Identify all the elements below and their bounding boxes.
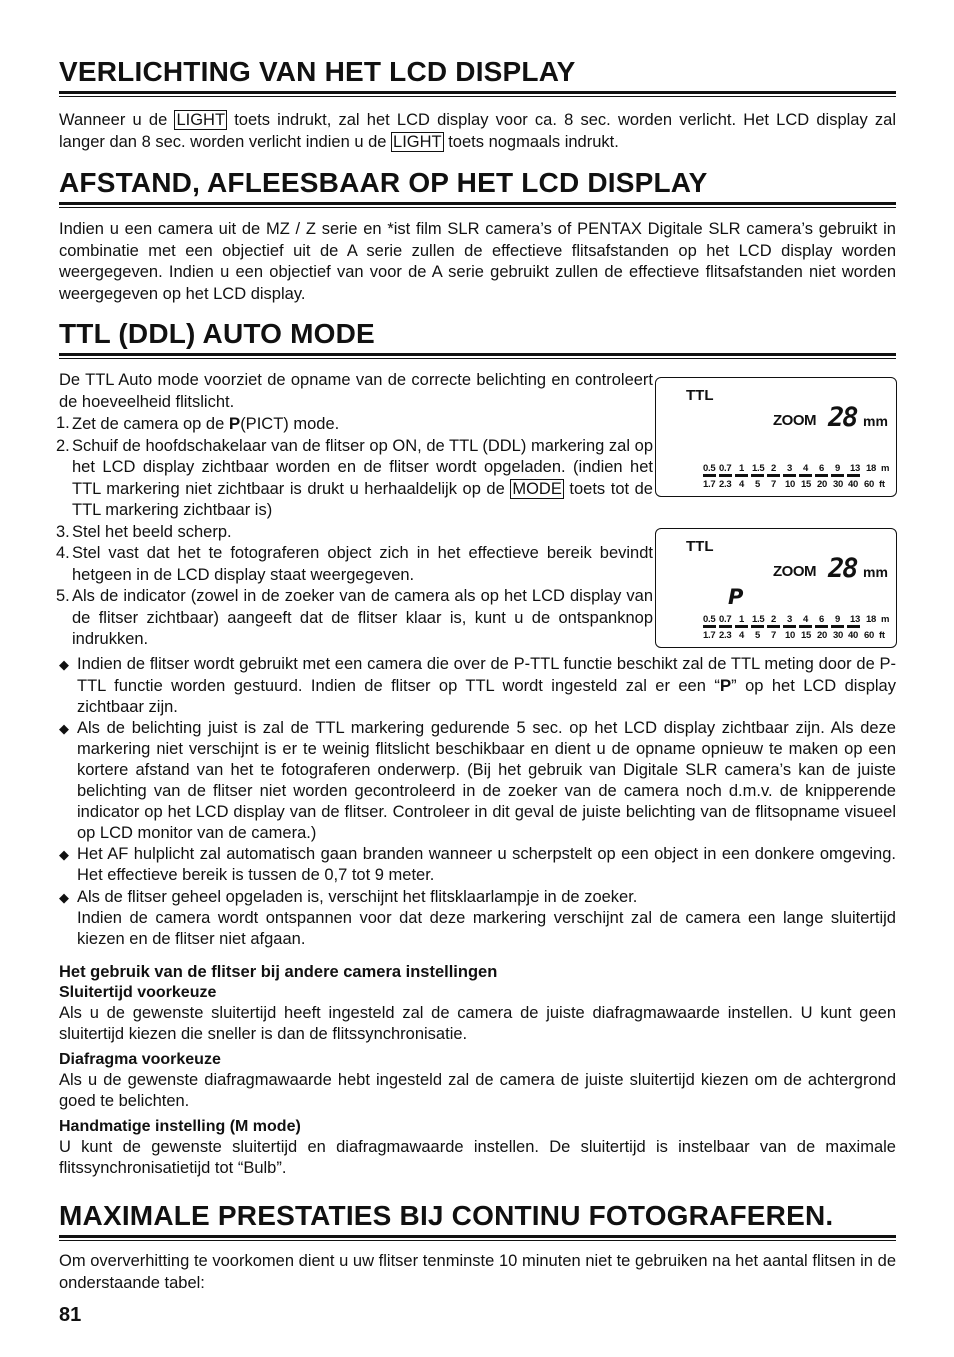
step-number: 2. — [56, 436, 70, 455]
ttl-indicator: TTL — [686, 538, 714, 555]
text: Als de indicator (zowel in de zoeker van de camera als op het LCD display van de flitser zichtbaar) aangeeft dat de flitser klaar is, kunt u de ontspanknop indrukken. — [72, 587, 653, 648]
meter-tick-label: 13 — [850, 463, 860, 474]
range-bar-segment — [719, 474, 732, 477]
meter-tick-label: 4 — [803, 463, 808, 474]
feet-tick-label: 4 — [739, 479, 744, 490]
meter-tick-label: 13 — [850, 614, 860, 625]
feet-tick-label: 30 — [833, 479, 843, 490]
text: Wanneer u de — [59, 111, 175, 129]
range-bar-segment — [815, 474, 828, 477]
zoom-label: ZOOM — [773, 412, 816, 429]
meter-tick-label: 3 — [787, 463, 792, 474]
meter-tick-label: m — [881, 463, 890, 474]
paragraph: Indien u een camera uit de MZ / Z serie en *ist film SLR camera’s of PENTAX Digitale SLR camera’s gebruikt in combinatie met een objectief uit de A serie zullen de effectieve flitsafstanden op het LCD display worden weergegeven. Indien u een objectief van voor de A serie gebruikt zullen de effectieve flitsafstanden niet worden weergegeven op het LCD display. — [59, 220, 896, 303]
diamond-bullet-icon: ◆ — [59, 889, 69, 905]
meter-tick-label: 18 — [866, 614, 876, 625]
paragraph: Als u de gewenste diafragmawaarde hebt ingesteld zal de camera de juiste sluitertijd kiezen om de achtergrond goed te belichten. — [59, 1070, 896, 1111]
mode-key: MODE — [512, 479, 562, 498]
step-item — [56, 586, 653, 651]
note-item — [59, 654, 896, 718]
notes-list — [59, 654, 896, 950]
section-lcd-lighting — [59, 55, 896, 153]
diamond-bullet-icon: ◆ — [59, 847, 69, 863]
section-title: TTL (DDL) AUTO MODE — [59, 318, 375, 349]
range-bars — [703, 474, 887, 477]
meter-tick-label: 2 — [771, 463, 776, 474]
meter-tick-label: 0.5 — [703, 614, 716, 625]
zoom-value: 28 — [828, 553, 857, 584]
steps-column — [56, 370, 653, 651]
feet-tick-label: 1.7 — [703, 479, 716, 490]
meter-tick-label: 1.5 — [752, 614, 765, 625]
section-distance-display — [59, 166, 896, 305]
meter-tick-label: 9 — [835, 463, 840, 474]
step-item — [56, 543, 653, 586]
range-bar-segment — [783, 474, 796, 477]
step-item — [56, 413, 653, 436]
feet-tick-label: 15 — [801, 630, 811, 641]
subheading: Het gebruik van de flitser bij andere camera instellingen — [59, 962, 498, 981]
range-bar-segment — [831, 625, 844, 628]
light-key: LIGHT — [176, 111, 226, 129]
step-number: 3. — [56, 522, 70, 541]
zoom-value: 28 — [828, 402, 857, 433]
step-number: 1. — [56, 414, 70, 432]
title-rule — [59, 202, 896, 208]
feet-tick-label: ft — [879, 479, 885, 490]
range-bar-segment — [751, 625, 764, 628]
range-bar-segment — [783, 625, 796, 628]
section-title: VERLICHTING VAN HET LCD DISPLAY — [59, 56, 576, 87]
p-ttl-indicator: P — [728, 585, 744, 609]
text: (PICT) mode. — [240, 415, 340, 433]
range-bar-segment — [767, 625, 780, 628]
range-bar-segment — [815, 625, 828, 628]
meter-tick-label: 4 — [803, 614, 808, 625]
range-bar-segment — [719, 625, 732, 628]
meter-tick-label: 1 — [739, 463, 744, 474]
text: toets indrukt, zal het LCD display voor ca. 8 sec. worden verlicht. Het LCD display zal langer dan 8 sec. worden verlicht indien u de — [59, 111, 896, 151]
paragraph: Als u de gewenste sluitertijd heeft ingesteld zal de camera de juiste diafragmawaarde instellen. U kunt geen sluitertijd kiezen die sneller is dan de flitssynchronisatie. — [59, 1003, 896, 1044]
text: ” op het LCD display zichtbaar zijn. — [77, 676, 896, 716]
text: Als de flitser geheel opgeladen is, verschijnt het flitsklaarlampje in de zoeker. — [77, 887, 638, 906]
paragraph — [59, 110, 896, 153]
page-number: 81 — [59, 1304, 82, 1326]
meter-tick-label: 0.7 — [719, 463, 732, 474]
range-bar-segment — [799, 474, 812, 477]
p-mode-symbol: P — [719, 675, 732, 695]
feet-tick-label: 4 — [739, 630, 744, 641]
meter-tick-label: 18 — [866, 463, 876, 474]
range-bars — [703, 625, 887, 628]
title-rule — [59, 1235, 896, 1241]
subheading-aperture-priority: Diafragma voorkeuze — [59, 1050, 221, 1068]
feet-tick-label: 15 — [801, 479, 811, 490]
step-item — [56, 436, 653, 522]
section-continuous-shooting — [59, 1199, 896, 1294]
meter-tick-label: 2 — [771, 614, 776, 625]
text: Indien de camera wordt ontspannen voor dat deze markering verschijnt zal de camera een lange sluitertijd kiezen en de flitser niet afgaan. — [77, 908, 896, 948]
feet-tick-label: 40 — [848, 630, 858, 641]
text: Als de belichting juist is zal de TTL markering gedurende 5 sec. op het LCD display zichtbaar zijn. Als deze markering niet verschijnt is er te weinig flitslicht beschikbaar en dient u de opname opnieuw te maken op een kortere afstand van het te fotograferen onderwerp. (Bij het gebruik van Digitale SLR camera’s kan de juiste belichting van de flitser niet worden gecontroleerd in de zoeker van de camera noch d.m.v. de knipperende indicator op het LCD display van de flitser. Controleer in dit geval de juiste belichting van de flitsopname visueel op LCD monitor van de camera.) — [77, 718, 896, 843]
step-number: 5. — [56, 587, 70, 605]
feet-tick-label: 60 — [864, 479, 874, 490]
feet-tick-label: ft — [879, 630, 885, 641]
range-bar-segment — [847, 625, 860, 628]
meter-tick-label: 3 — [787, 614, 792, 625]
note-item — [59, 844, 896, 886]
flash-settings-block — [59, 962, 896, 1180]
text: Zet de camera op de — [72, 415, 229, 433]
meter-tick-label: 1.5 — [752, 463, 765, 474]
feet-tick-label: 1.7 — [703, 630, 716, 641]
feet-tick-label: 40 — [848, 479, 858, 490]
meter-tick-label: 0.5 — [703, 463, 716, 474]
zoom-unit: mm — [863, 564, 888, 580]
range-bar-segment — [735, 625, 748, 628]
text: Stel het beeld scherp. — [72, 522, 232, 541]
lcd-display-illustration-p-ttl — [655, 528, 897, 648]
feet-tick-label: 7 — [771, 479, 776, 490]
range-bar-segment — [735, 474, 748, 477]
text: Het AF hulplicht zal automatisch gaan branden wanneer u scherpstelt op een object in een donkere omgeving. Het effectieve bereik is tussen de 0,7 tot 9 meter. — [77, 845, 896, 885]
section-title: AFSTAND, AFLEESBAAR OP HET LCD DISPLAY — [59, 167, 708, 198]
title-rule — [59, 353, 896, 359]
paragraph: U kunt de gewenste sluitertijd en diafragmawaarde instellen. De sluitertijd is instelbaar van de maximale flitssynchronisatietijd tot “Bulb”. — [59, 1137, 896, 1178]
zoom-label: ZOOM — [773, 563, 816, 580]
range-bar-segment — [767, 474, 780, 477]
feet-tick-label: 7 — [771, 630, 776, 641]
p-mode-symbol: P — [228, 414, 241, 433]
note-item — [59, 718, 896, 845]
text: Indien de flitser wordt gebruikt met een camera die over de P-TTL functie beschikt zal de TTL meting door de P-TTL functie worden gestuurd. Indien de flitser op TTL wordt ingesteld zal er een “ — [77, 654, 896, 695]
meter-tick-label: 0.7 — [719, 614, 732, 625]
section-title: MAXIMALE PRESTATIES BIJ CONTINU FOTOGRAFEREN. — [59, 1200, 834, 1231]
feet-tick-label: 5 — [755, 630, 760, 641]
range-bar-segment — [799, 625, 812, 628]
feet-tick-label: 2.3 — [719, 630, 732, 641]
text: toets nogmaals indrukt. — [443, 132, 619, 151]
note-item — [59, 887, 896, 950]
title-rule — [59, 91, 896, 97]
light-key: LIGHT — [393, 132, 442, 151]
meter-tick-label: 1 — [739, 614, 744, 625]
feet-tick-label: 30 — [833, 630, 843, 641]
feet-tick-label: 2.3 — [719, 479, 732, 490]
range-bar-segment — [847, 474, 860, 477]
range-bar-segment — [831, 474, 844, 477]
lcd-display-illustration — [655, 377, 897, 497]
text: toets tot de TTL markering zichtbaar is) — [72, 479, 653, 519]
diamond-bullet-icon: ◆ — [59, 720, 69, 736]
diamond-bullet-icon: ◆ — [59, 656, 69, 672]
feet-tick-label: 5 — [755, 479, 760, 490]
meter-tick-label: 6 — [819, 463, 824, 474]
feet-tick-label: 10 — [785, 630, 795, 641]
meter-tick-label: 6 — [819, 614, 824, 625]
range-bar-segment — [703, 474, 716, 477]
step-item — [56, 522, 653, 544]
meter-tick-label: m — [881, 614, 890, 625]
range-bar-segment — [703, 625, 716, 628]
subheading-shutter-priority: Sluitertijd voorkeuze — [59, 983, 217, 1001]
feet-tick-label: 60 — [864, 630, 874, 641]
zoom-unit: mm — [863, 413, 888, 429]
feet-tick-label: 10 — [785, 479, 795, 490]
paragraph: Om oververhitting te voorkomen dient u uw flitser tenminste 10 minuten niet te gebruiken na het aantal flitsen in de onderstaande tabel: — [59, 1252, 896, 1292]
range-bar-segment — [751, 474, 764, 477]
text: Schuif de hoofdschakelaar van de flitser op ON, de TTL (DDL) markering zal op het LCD display zichtbaar worden en de flitser wordt opgeladen. (indien het TTL markering niet zichtbaar is drukt u herhaaldelijk op de — [72, 436, 653, 498]
step-number: 4. — [56, 544, 70, 562]
ttl-indicator: TTL — [686, 387, 714, 404]
feet-tick-label: 20 — [817, 630, 827, 641]
intro-paragraph: De TTL Auto mode voorziet de opname van de correcte belichting en controleert de hoeveelheid flitslicht. — [59, 371, 653, 411]
subheading-manual-mode: Handmatige instelling (M mode) — [59, 1117, 301, 1135]
steps-list — [56, 413, 653, 651]
text: Stel vast dat het te fotograferen object zich in het effectieve bereik bevindt hetgeen in de LCD display staat weergegeven. — [72, 544, 653, 584]
feet-tick-label: 20 — [817, 479, 827, 490]
meter-tick-label: 9 — [835, 614, 840, 625]
